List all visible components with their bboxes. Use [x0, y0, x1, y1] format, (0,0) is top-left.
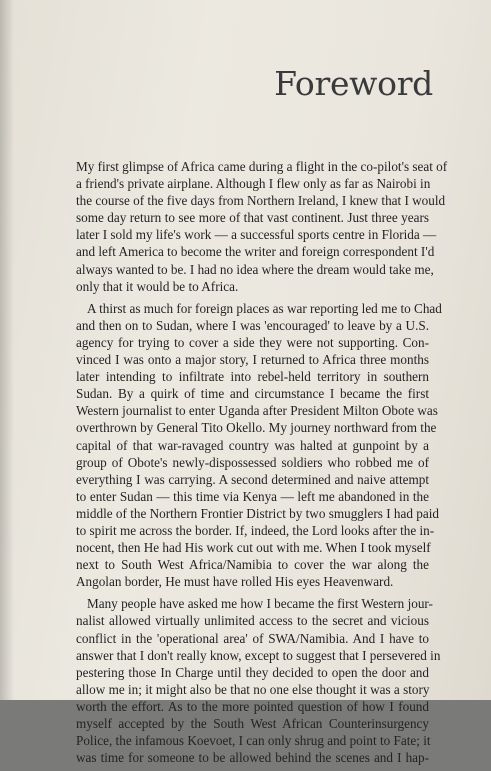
text-line: vinced I was onto a major story, I returned to Africa three months	[76, 352, 429, 368]
text-line: middle of the Northern Frontier District by two smugglers I had paid	[76, 505, 439, 521]
text-line: to spirit me across the border. If, indeed, the Lord looks after the in-	[76, 522, 435, 538]
text-line: only that it would be to Africa.	[76, 278, 239, 294]
paragraph	[76, 300, 442, 591]
text-line: myself accepted by the South West African Counterinsurgency	[76, 716, 429, 731]
text-line: everything I was carrying. A second determined and naive attempt	[76, 471, 429, 487]
text-line: later I sold my life's work — a successful sports centre in Florida —	[76, 227, 437, 243]
text-line: Police, the infamous Koevoet, I can only shrug and point to Fate; it	[76, 733, 431, 749]
text-line: group of Obote's newly-dispossessed soldiers who robbed me of	[76, 454, 429, 470]
text-line: nalist allowed virtually unlimited access to the secret and vicious	[76, 613, 429, 629]
text-line: was time for someone to be allowed behind the scenes and I hap-	[76, 750, 429, 766]
paragraph	[76, 595, 441, 766]
text-line: A thirst as much for foreign places as war reporting led me to Chad	[87, 300, 442, 316]
text-line: answer that I don't really know, except to suggest that I persevered in	[76, 647, 441, 663]
text-line: the course of the five days from Northern Ireland, I knew that I would	[76, 193, 446, 209]
text-line: conflict in the 'operational area' of SWA/Namibia. And I have to	[76, 630, 429, 646]
text-line: My first glimpse of Africa came during a flight in the co-pilot's seat of	[76, 159, 448, 174]
text-line: Many people have asked me how I became the first Western jour-	[87, 596, 433, 612]
text-line: agency for trying to cover a side they were not supporting. Con-	[76, 334, 429, 350]
text-line: a friend's private airplane. Although I flew only as far as Nairobi in	[76, 176, 431, 192]
text-line: Sudan. By a quirk of time and circumstance I became the first	[76, 386, 429, 402]
text-line: overthrown by General Tito Okello. My journey northward from the	[76, 420, 437, 436]
text-line: to enter Sudan — this time via Kenya — left me abandoned in the	[76, 488, 429, 504]
text-line: next to South West Africa/Namibia to cover the war along the	[76, 557, 429, 573]
text-line: Western journalist to enter Uganda after President Milton Obote was	[76, 403, 438, 419]
text-line: always wanted to be. I had no idea where the dream would take me,	[76, 261, 434, 277]
body-text	[76, 158, 448, 771]
text-line: allow me in; it might also be that no one else thought it was a story	[76, 681, 430, 697]
text-line: Angolan border, He must have rolled His eyes Heavenward.	[76, 574, 394, 590]
text-line: and left America to become the writer and foreign correspondent I'd	[76, 244, 435, 260]
text-line: nocent, then He had His work cut out with me. When I took myself	[76, 540, 431, 556]
text-line: capital of that war-ravaged country was halted at gunpoint by a	[76, 437, 429, 453]
text-line: pestering those In Charge until they decided to open the door and	[76, 664, 429, 680]
spine-shadow	[0, 0, 14, 700]
text-line: later intending to infiltrate into rebel-held territory in southern	[76, 369, 429, 385]
text-line: worth the effort. As to the more pointed question of how I found	[76, 698, 429, 714]
text-line: some day return to see more of that vast continent. Just three years	[76, 210, 429, 226]
paragraph	[76, 158, 448, 295]
text-line: and then on to Sudan, where I was 'encouraged' to leave by a U.S.	[76, 317, 429, 333]
page-heading: Foreword	[274, 64, 433, 103]
